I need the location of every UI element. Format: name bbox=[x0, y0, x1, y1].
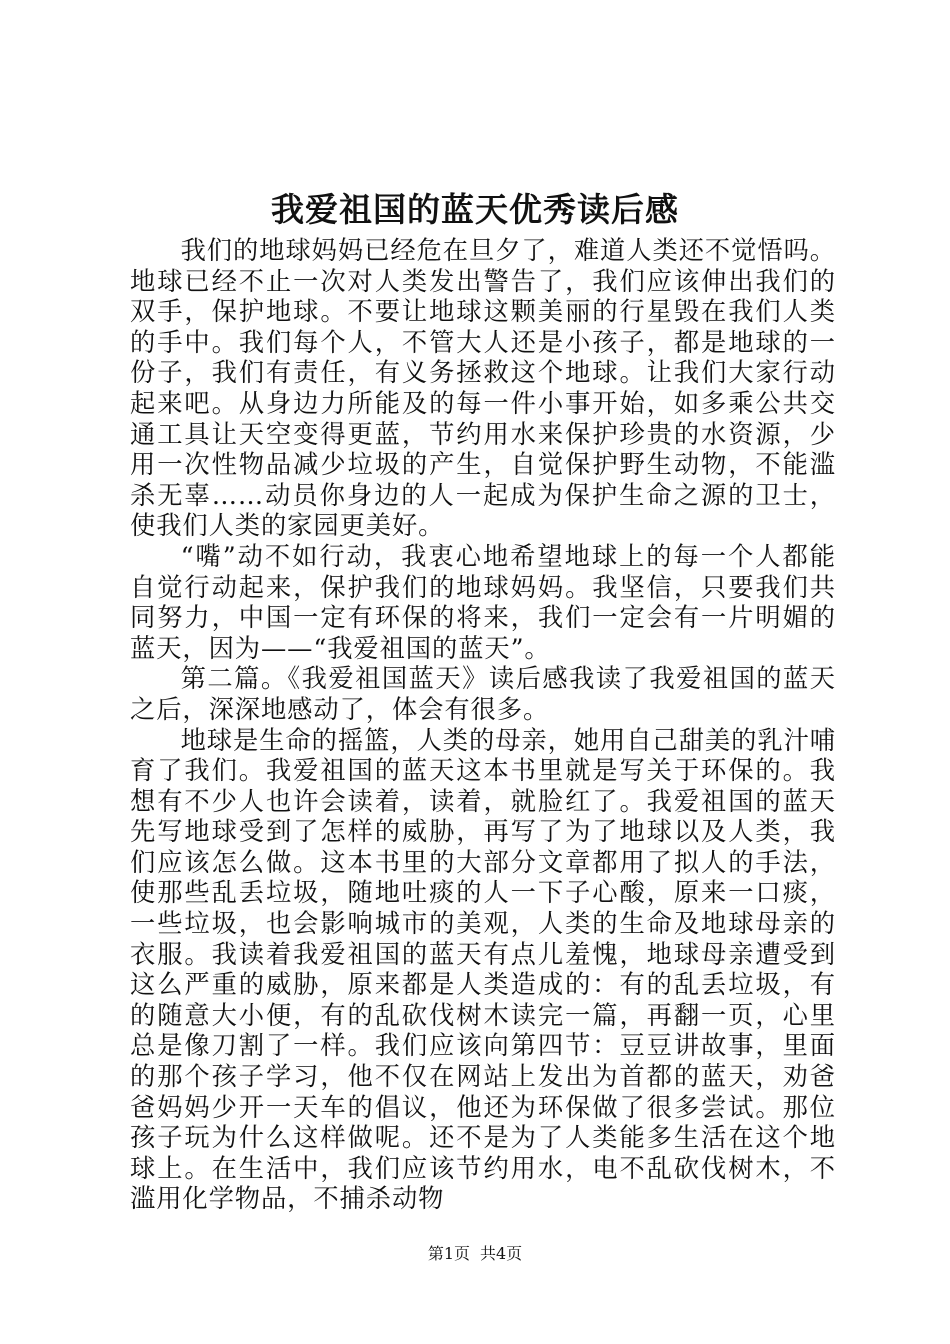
paragraph-4: 地球是生命的摇篮，人类的母亲，她用自己甜美的乳汁哺育了我们。我爱祖国的蓝天这本书里就是写关于环保的。我想有不少人也许会读着，读着，就脸红了。我爱祖国的蓝天先写地球受到了怎样的威胁，再写了为了地球以及人类，我们应该怎么做。这本书里的大部分文章都用了拟人的手法，使那些乱丢垃圾，随地吐痰的人一下子心酸，原来一口痰，一些垃圾，也会影响城市的美观，人类的生命及地球母亲的衣服。我读着我爱祖国的蓝天有点儿羞愧，地球母亲遭受到这么严重的威胁，原来都是人类造成的：有的乱丢垃圾，有的随意大小便，有的乱砍伐树木读完一篇，再翻一页，心里总是像刀割了一样。我们应该向第四节：豆豆讲故事，里面的那个孩子学习，他不仅在网站上发出为首都的蓝天，劝爸爸妈妈少开一天车的倡议，他还为环保做了很多尝试。那位孩子玩为什么这样做呢。还不是为了人类能多生活在这个地球上。在生活中，我们应该节约用水，电不乱砍伐树木，不滥用化学物品，不捕杀动物 bbox=[130, 725, 836, 1214]
page-footer bbox=[0, 1243, 950, 1265]
paragraph-1: 我们的地球妈妈已经危在旦夕了，难道人类还不觉悟吗。地球已经不止一次对人类发出警告了，我们应该伸出我们的双手，保护地球。不要让地球这颗美丽的行星毁在我们人类的手中。我们每个人，不管大人还是小孩子，都是地球的一份子，我们有责任，有义务拯救这个地球。让我们大家行动起来吧。从身边力所能及的每一件小事开始，如多乘公共交通工具让天空变得更蓝，节约用水来保护珍贵的水资源，少用一次性物品减少垃圾的产生，自觉保护野生动物，不能滥杀无辜……动员你身边的人一起成为保护生命之源的卫士，使我们人类的家园更美好。 bbox=[130, 236, 836, 541]
page-number-total: 共4页 bbox=[480, 1244, 523, 1263]
paragraph-3: 第二篇。《我爱祖国蓝天》读后感我读了我爱祖国的蓝天之后，深深地感动了，体会有很多。 bbox=[130, 664, 836, 724]
paragraph-2: “嘴”动不如行动，我衷心地希望地球上的每一个人都能自觉行动起来，保护我们的地球妈妈。我坚信，只要我们共同努力，中国一定有环保的将来，我们一定会有一片明媚的蓝天，因为——“我爱祖国的蓝天”。 bbox=[130, 541, 836, 663]
document-title: 我爱祖国的蓝天优秀读后感 bbox=[271, 190, 679, 229]
document-body bbox=[130, 236, 836, 1215]
page-number-current: 第1页 bbox=[427, 1244, 470, 1263]
